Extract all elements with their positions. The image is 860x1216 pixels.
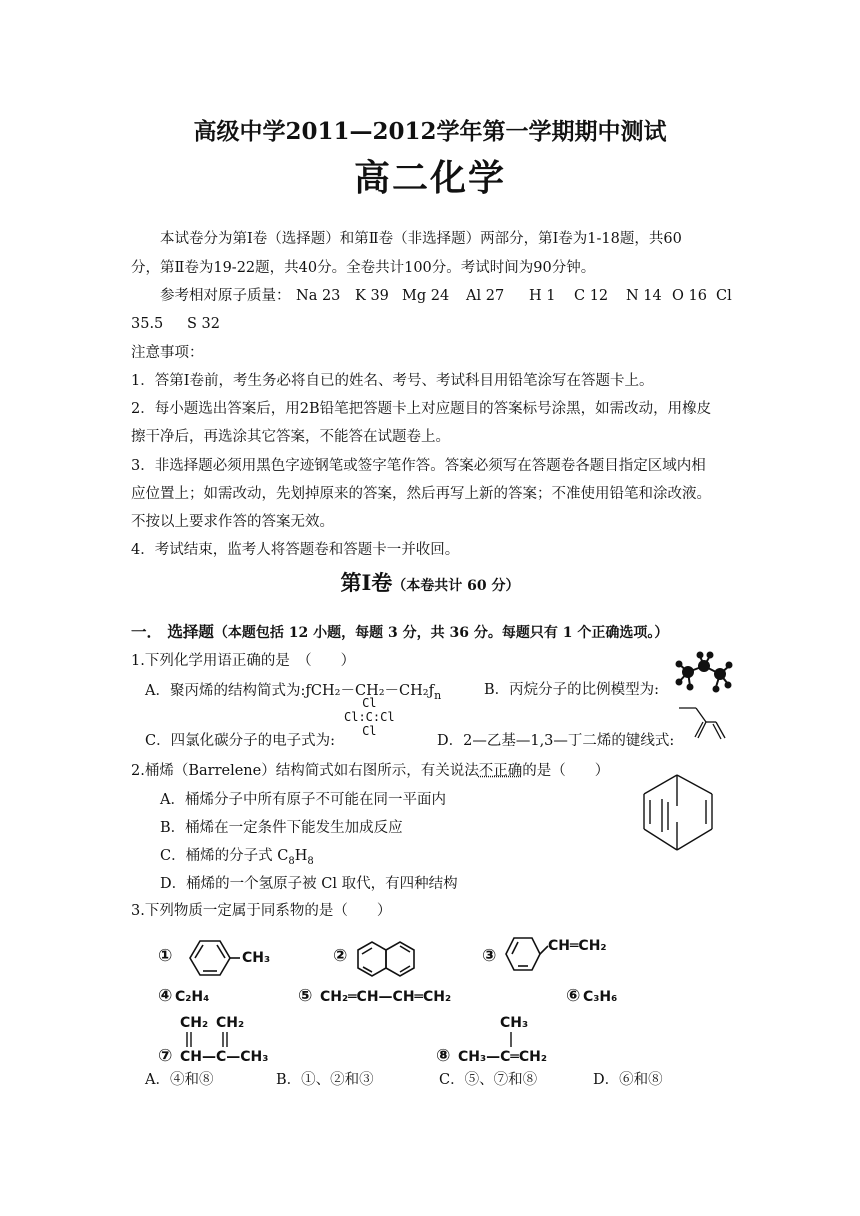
part-title: 一． 选择题 <box>131 622 214 641</box>
ccl4-mid: Cl:C:Cl <box>344 710 395 724</box>
q3-s7-double-bonds <box>180 1031 240 1049</box>
q2-c-h: H <box>294 848 308 864</box>
q3-label-4: ④ <box>158 986 173 1006</box>
note-4: 4．考试结束，监考人将答题卷和答题卡一并收回。 <box>131 542 460 558</box>
q3-label-1: ① <box>158 946 173 966</box>
q3-s7-top-2: CH₂ <box>216 1015 245 1031</box>
mass-h: H 1 <box>529 288 556 304</box>
mass-o: O 16 <box>672 288 707 304</box>
q1-option-a <box>145 680 441 706</box>
q1-option-b: B．丙烷分子的比例模型为: <box>484 682 660 698</box>
q3-label-2: ② <box>333 946 348 966</box>
section-heading <box>0 567 860 597</box>
section-title: 第Ⅰ卷 <box>340 570 393 595</box>
q3-stem: 3.下列物质一定属于同系物的是（ ） <box>131 903 392 919</box>
q2-stem-emphasis: 不正确 <box>478 763 523 779</box>
q3-label-8: ⑧ <box>436 1046 451 1066</box>
polymer-bracket-right: ƒ <box>428 681 435 699</box>
ccl4-bottom: Cl <box>362 724 377 738</box>
q3-label-3: ③ <box>482 946 497 966</box>
q2-c-sub-2: 8 <box>307 855 314 867</box>
q2-stem <box>131 761 609 781</box>
intro-line-2: 分，第Ⅱ卷为19-22题，共40分。全卷共计100分。考试时间为90分钟。 <box>131 260 596 276</box>
q3-option-c: C．⑤、⑦和⑧ <box>439 1072 538 1088</box>
q2-option-c <box>160 846 314 872</box>
q3-s5: CH₂═CH—CH═CH₂ <box>320 989 452 1005</box>
mass-na: Na 23 <box>296 288 341 304</box>
q3-option-a: A．④和⑧ <box>145 1072 214 1088</box>
note-3-line-1: 3．非选择题必须用黑色字迹钢笔或签字笔作答。答案必须写在答题卷各题目指定区域内相 <box>131 458 706 474</box>
mass-mg: Mg 24 <box>402 288 450 304</box>
toluene-ring-icon <box>178 936 240 980</box>
styrene-ring-icon <box>500 928 550 980</box>
q2-stem-suffix: 的是（ ） <box>522 763 610 779</box>
q3-s7-top-1: CH₂ <box>180 1015 209 1031</box>
part-note: （本题包括 12 小题，每题 3 分，共 36 分。每题只有 1 个正确选项。） <box>213 625 669 641</box>
q3-s1-group: CH₃ <box>242 950 271 966</box>
notes-heading: 注意事项： <box>131 345 204 361</box>
note-3-line-2: 应位置上；如需改动，先划掉原来的答案，然后再写上新的答案；不准使用铅笔和涂改液。 <box>131 486 711 502</box>
q3-s8-bottom: CH₃—C═CH₂ <box>458 1049 547 1065</box>
mass-c: C 12 <box>574 288 609 304</box>
q3-s3-group: CH═CH₂ <box>548 938 607 954</box>
q3-s7-bottom: CH—C—CH₃ <box>180 1049 269 1065</box>
q3-s8-top: CH₃ <box>500 1015 529 1031</box>
q1-stem: 1.下列化学用语正确的是 （ ） <box>131 653 356 669</box>
note-2-line-2: 擦干净后，再选涂其它答案，不能答在试题卷上。 <box>131 429 450 445</box>
q1-option-d: D．2—乙基—1,3—丁二烯的键线式: <box>437 733 675 749</box>
note-1: 1．答第Ⅰ卷前，考生务必将自已的姓名、考号、考试科目用铅笔涂写在答题卡上。 <box>131 373 654 389</box>
q1-option-c: C．四氯化碳分子的电子式为: <box>145 733 335 749</box>
q3-s8-single-bond <box>506 1031 516 1049</box>
q1-option-a-formula: CH₂－CH₂－CH₂ <box>310 683 429 699</box>
exam-subject: 高二化学 <box>353 157 506 199</box>
note-3-line-3: 不按以上要求作答的答案无效。 <box>131 514 334 530</box>
mass-al: Al 27 <box>466 288 505 304</box>
mass-k: K 39 <box>355 288 389 304</box>
q1-option-a-label: A．聚丙烯的结构简式为: <box>145 683 306 699</box>
q2-option-a: A．桶烯分子中所有原子不可能在同一平面内 <box>160 792 446 808</box>
masses-label: 参考相对原子质量： <box>160 288 291 304</box>
q3-s4: C₂H₄ <box>175 989 210 1005</box>
polymer-bracket-left: ƒ <box>305 681 311 699</box>
barrelene-structure-icon <box>636 772 722 854</box>
q2-option-b: B．桶烯在一定条件下能发生加成反应 <box>160 820 403 836</box>
ccl4-top: Cl <box>362 696 377 710</box>
q3-label-6: ⑥ <box>566 986 581 1006</box>
q3-label-7: ⑦ <box>158 1046 173 1066</box>
ethyl-butadiene-skeletal-icon <box>676 700 728 742</box>
mass-s: S 32 <box>187 316 220 332</box>
propane-ball-model-icon <box>672 650 734 696</box>
mass-cl: Cl <box>716 288 732 304</box>
intro-line-1: 本试卷分为第Ⅰ卷（选择题）和第Ⅱ卷（非选择题）两部分，第Ⅰ卷为1-18题，共60 <box>160 231 682 247</box>
section-note: （本卷共计 60 分） <box>392 578 520 594</box>
q3-option-b: B．①、②和③ <box>276 1072 374 1088</box>
exam-title: 高级中学2011—2012学年第一学期期中测试 <box>193 118 667 145</box>
q2-option-c-label: C．桶烯的分子式 C <box>160 848 289 864</box>
part-heading <box>131 620 668 642</box>
q3-option-d: D．⑥和⑧ <box>593 1072 663 1088</box>
q2-stem-prefix: 2.桶烯（Barrelene）结构简式如右图所示，有关说法 <box>131 763 479 779</box>
mass-cl-value: 35.5 <box>131 316 164 332</box>
naphthalene-icon <box>354 924 434 994</box>
q3-label-5: ⑤ <box>298 986 313 1006</box>
q2-c-sub-1: 8 <box>288 855 295 867</box>
ccl4-electron-formula <box>344 696 395 738</box>
q1-option-a-n: n <box>434 688 442 702</box>
q3-s6: C₃H₆ <box>583 989 618 1005</box>
q2-option-d: D．桶烯的一个氢原子被 Cl 取代，有四种结构 <box>160 876 458 892</box>
note-2-line-1: 2．每小题选出答案后，用2B铅笔把答题卡上对应题目的答案标号涂黑，如需改动，用橡皮 <box>131 401 712 417</box>
mass-n: N 14 <box>626 288 662 304</box>
